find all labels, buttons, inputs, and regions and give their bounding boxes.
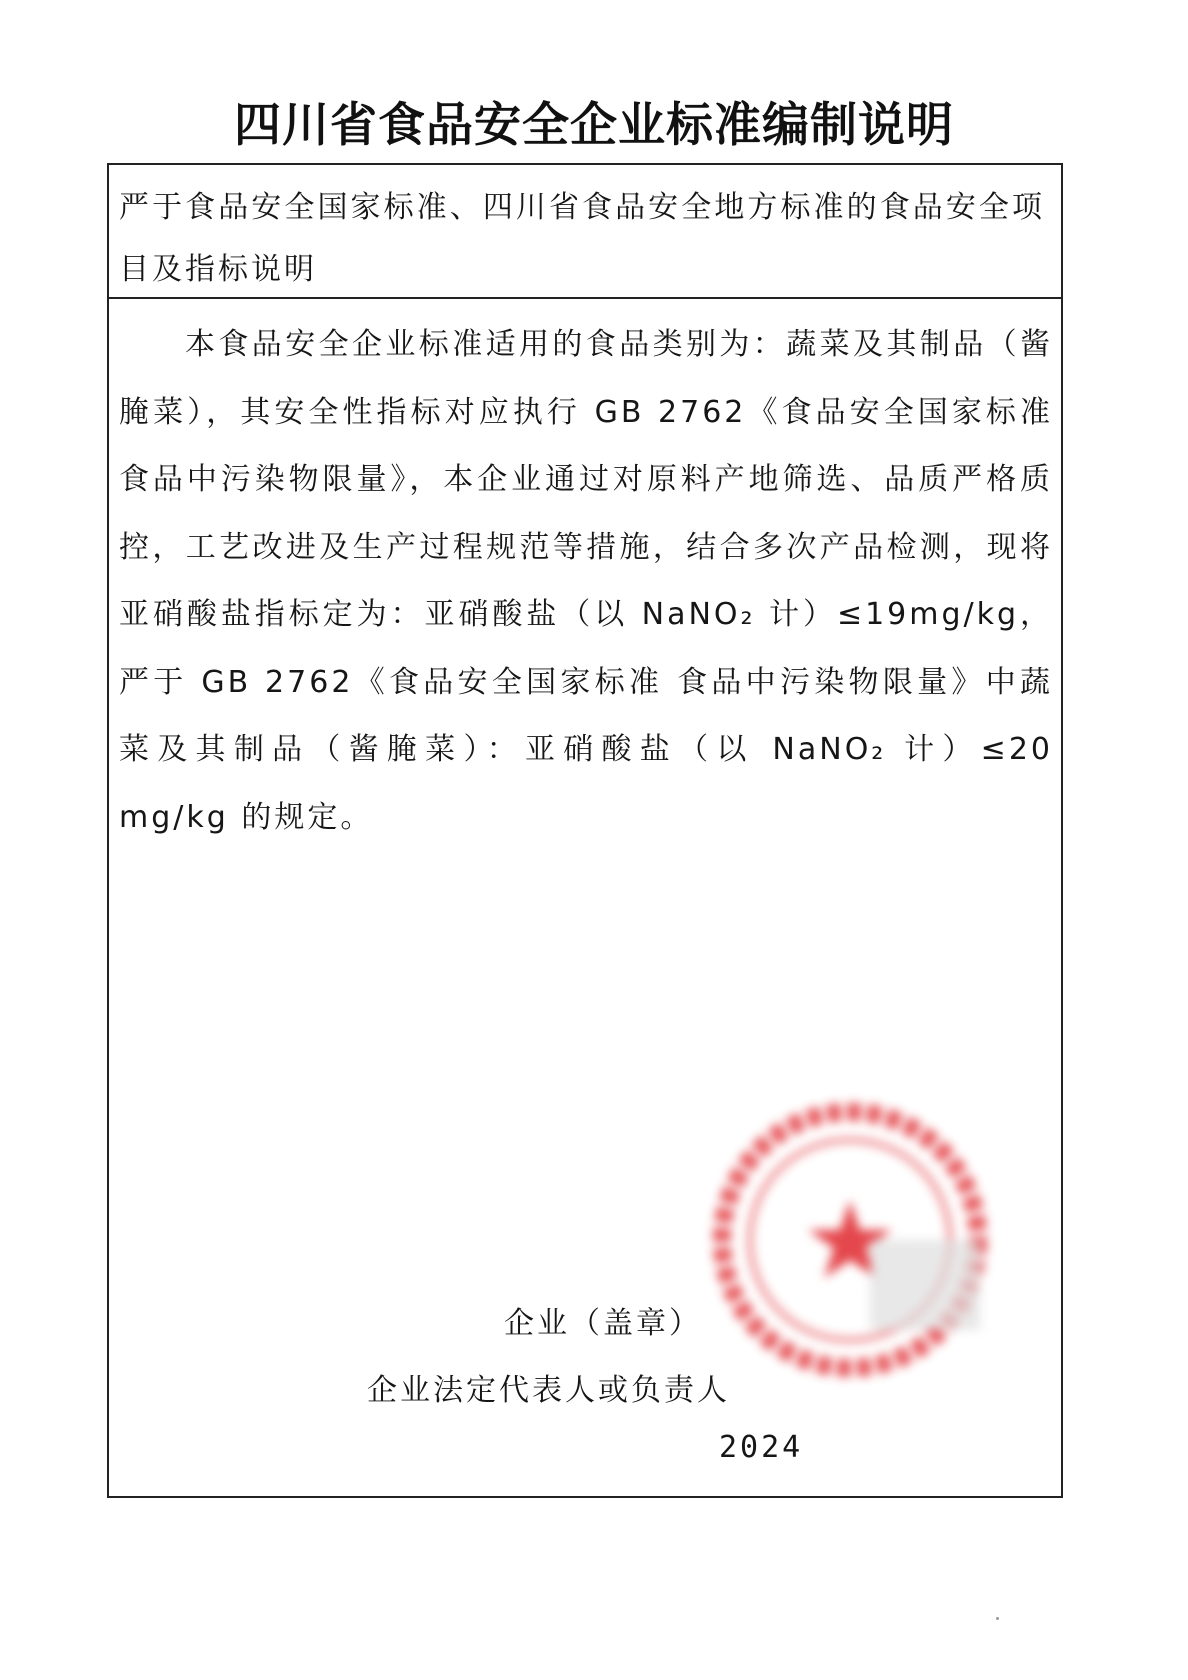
- signature-date: 2024: [719, 1430, 804, 1465]
- scan-speck: [996, 1617, 999, 1620]
- company-seal-stamp: [700, 1090, 1000, 1390]
- company-seal-label: 企业（盖章）: [504, 1306, 702, 1341]
- section-header: 严于食品安全国家标准、四川省食品安全地方标准的食品安全项目及指标说明: [109, 165, 1061, 299]
- legal-representative-label: 企业法定代表人或负责人: [367, 1373, 730, 1408]
- document-title: 四川省食品安全企业标准编制说明: [234, 98, 954, 153]
- seal-blur-patch: [870, 1240, 980, 1330]
- explanation-paragraph: 本食品安全企业标准适用的食品类别为：蔬菜及其制品（酱腌菜），其安全性指标对应执行 GB 2762《食品安全国家标准 食品中污染物限量》，本企业通过对原料产地筛选、品质严格质控，工艺改进及生产过程规范等措施，结合多次产品检测，现将亚硝酸盐指标定为：亚硝酸盐（以 NaNO₂ 计）≤19mg/kg，严于 GB 2762《食品安全国家标准 食品中污染物限量》中蔬菜及其制品（酱腌菜）：亚硝酸盐（以 NaNO₂ 计）≤20 mg/kg 的规定。: [119, 327, 1053, 835]
